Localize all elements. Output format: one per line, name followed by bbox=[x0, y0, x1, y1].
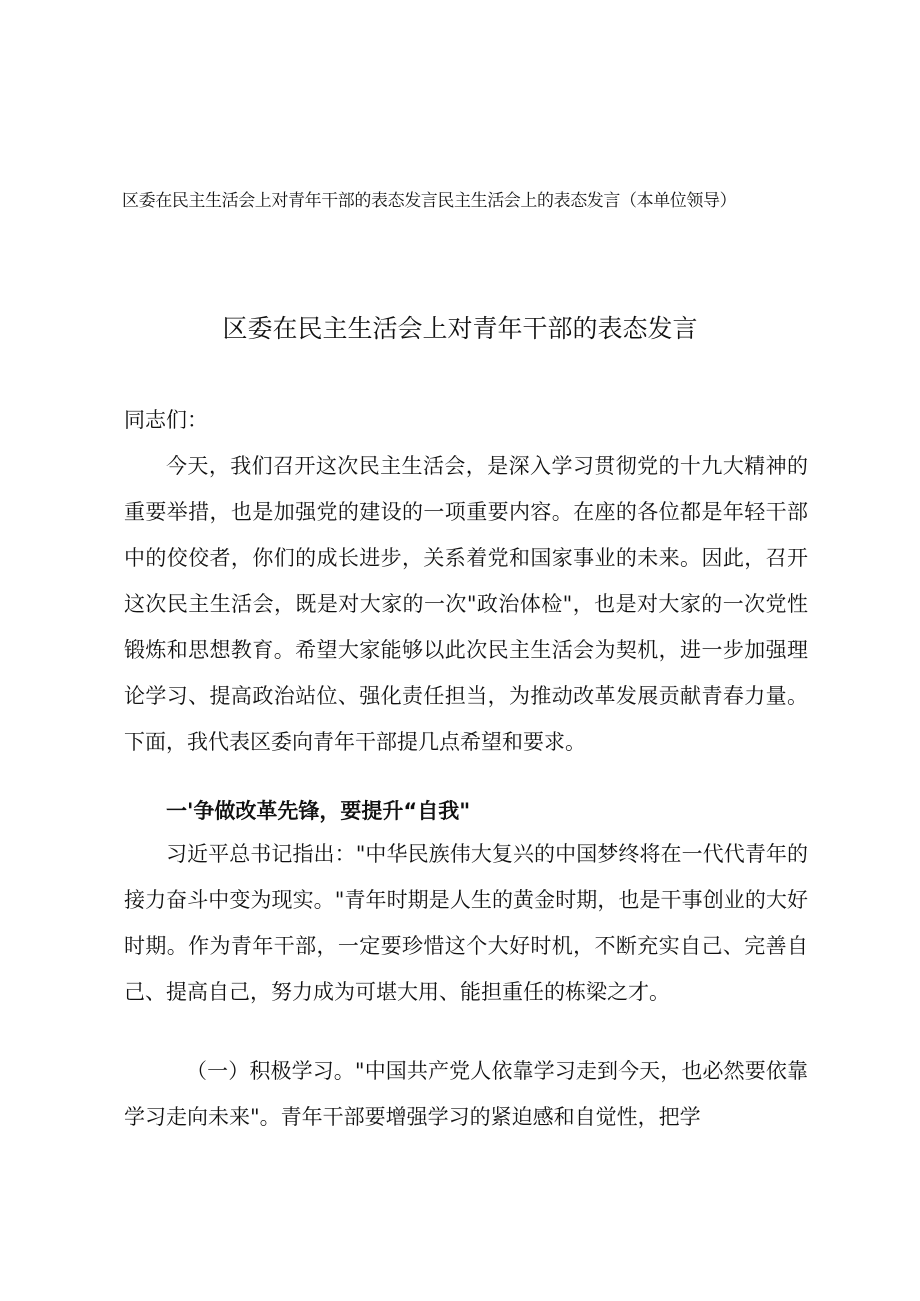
document-title: 区委在民主生活会上对青年干部的表态发言 bbox=[222, 314, 698, 343]
section-paragraph: 习近平总书记指出："中华民族伟大复兴的中国梦终将在一代代青年的接力奋斗中变为现实。"青年时期是人生的黄金时期，也是干事创业的大好时期。作为青年干部，一定要珍惜这个大好时机，不断充实自己、完善自己、提高自己，努力成为可堪大用、能担重任的栋梁之才。 bbox=[124, 842, 808, 1004]
document-header: 区委在民主生活会上对青年干部的表态发言民主生活会上的表态发言（本单位领导） bbox=[122, 191, 737, 211]
salutation: 同志们： bbox=[124, 408, 208, 432]
subsection-paragraph: （一）积极学习。"中国共产党人依靠学习走到今天，也必然要依靠学习走向未来"。青年干部要增强学习的紧迫感和自觉性，把学 bbox=[124, 1059, 808, 1129]
section-heading: 一'争做改革先锋，要提升“自我" bbox=[166, 799, 471, 823]
intro-paragraph: 今天，我们召开这次民主生活会，是深入学习贯彻党的十九大精神的重要举措，也是加强党的建设的一项重要内容。在座的各位都是年轻干部中的佼佼者，你们的成长进步，关系着党和国家事业的未来。因此，召开这次民主生活会，既是对大家的一次"政治体检"，也是对大家的一次党性锻炼和思想教育。希望大家能够以此次民主生活会为契机，进一步加强理论学习、提高政治站位、强化责任担当，为推动改革发展贡献青春力量。下面，我代表区委向青年干部提几点希望和要求。 bbox=[124, 454, 808, 754]
